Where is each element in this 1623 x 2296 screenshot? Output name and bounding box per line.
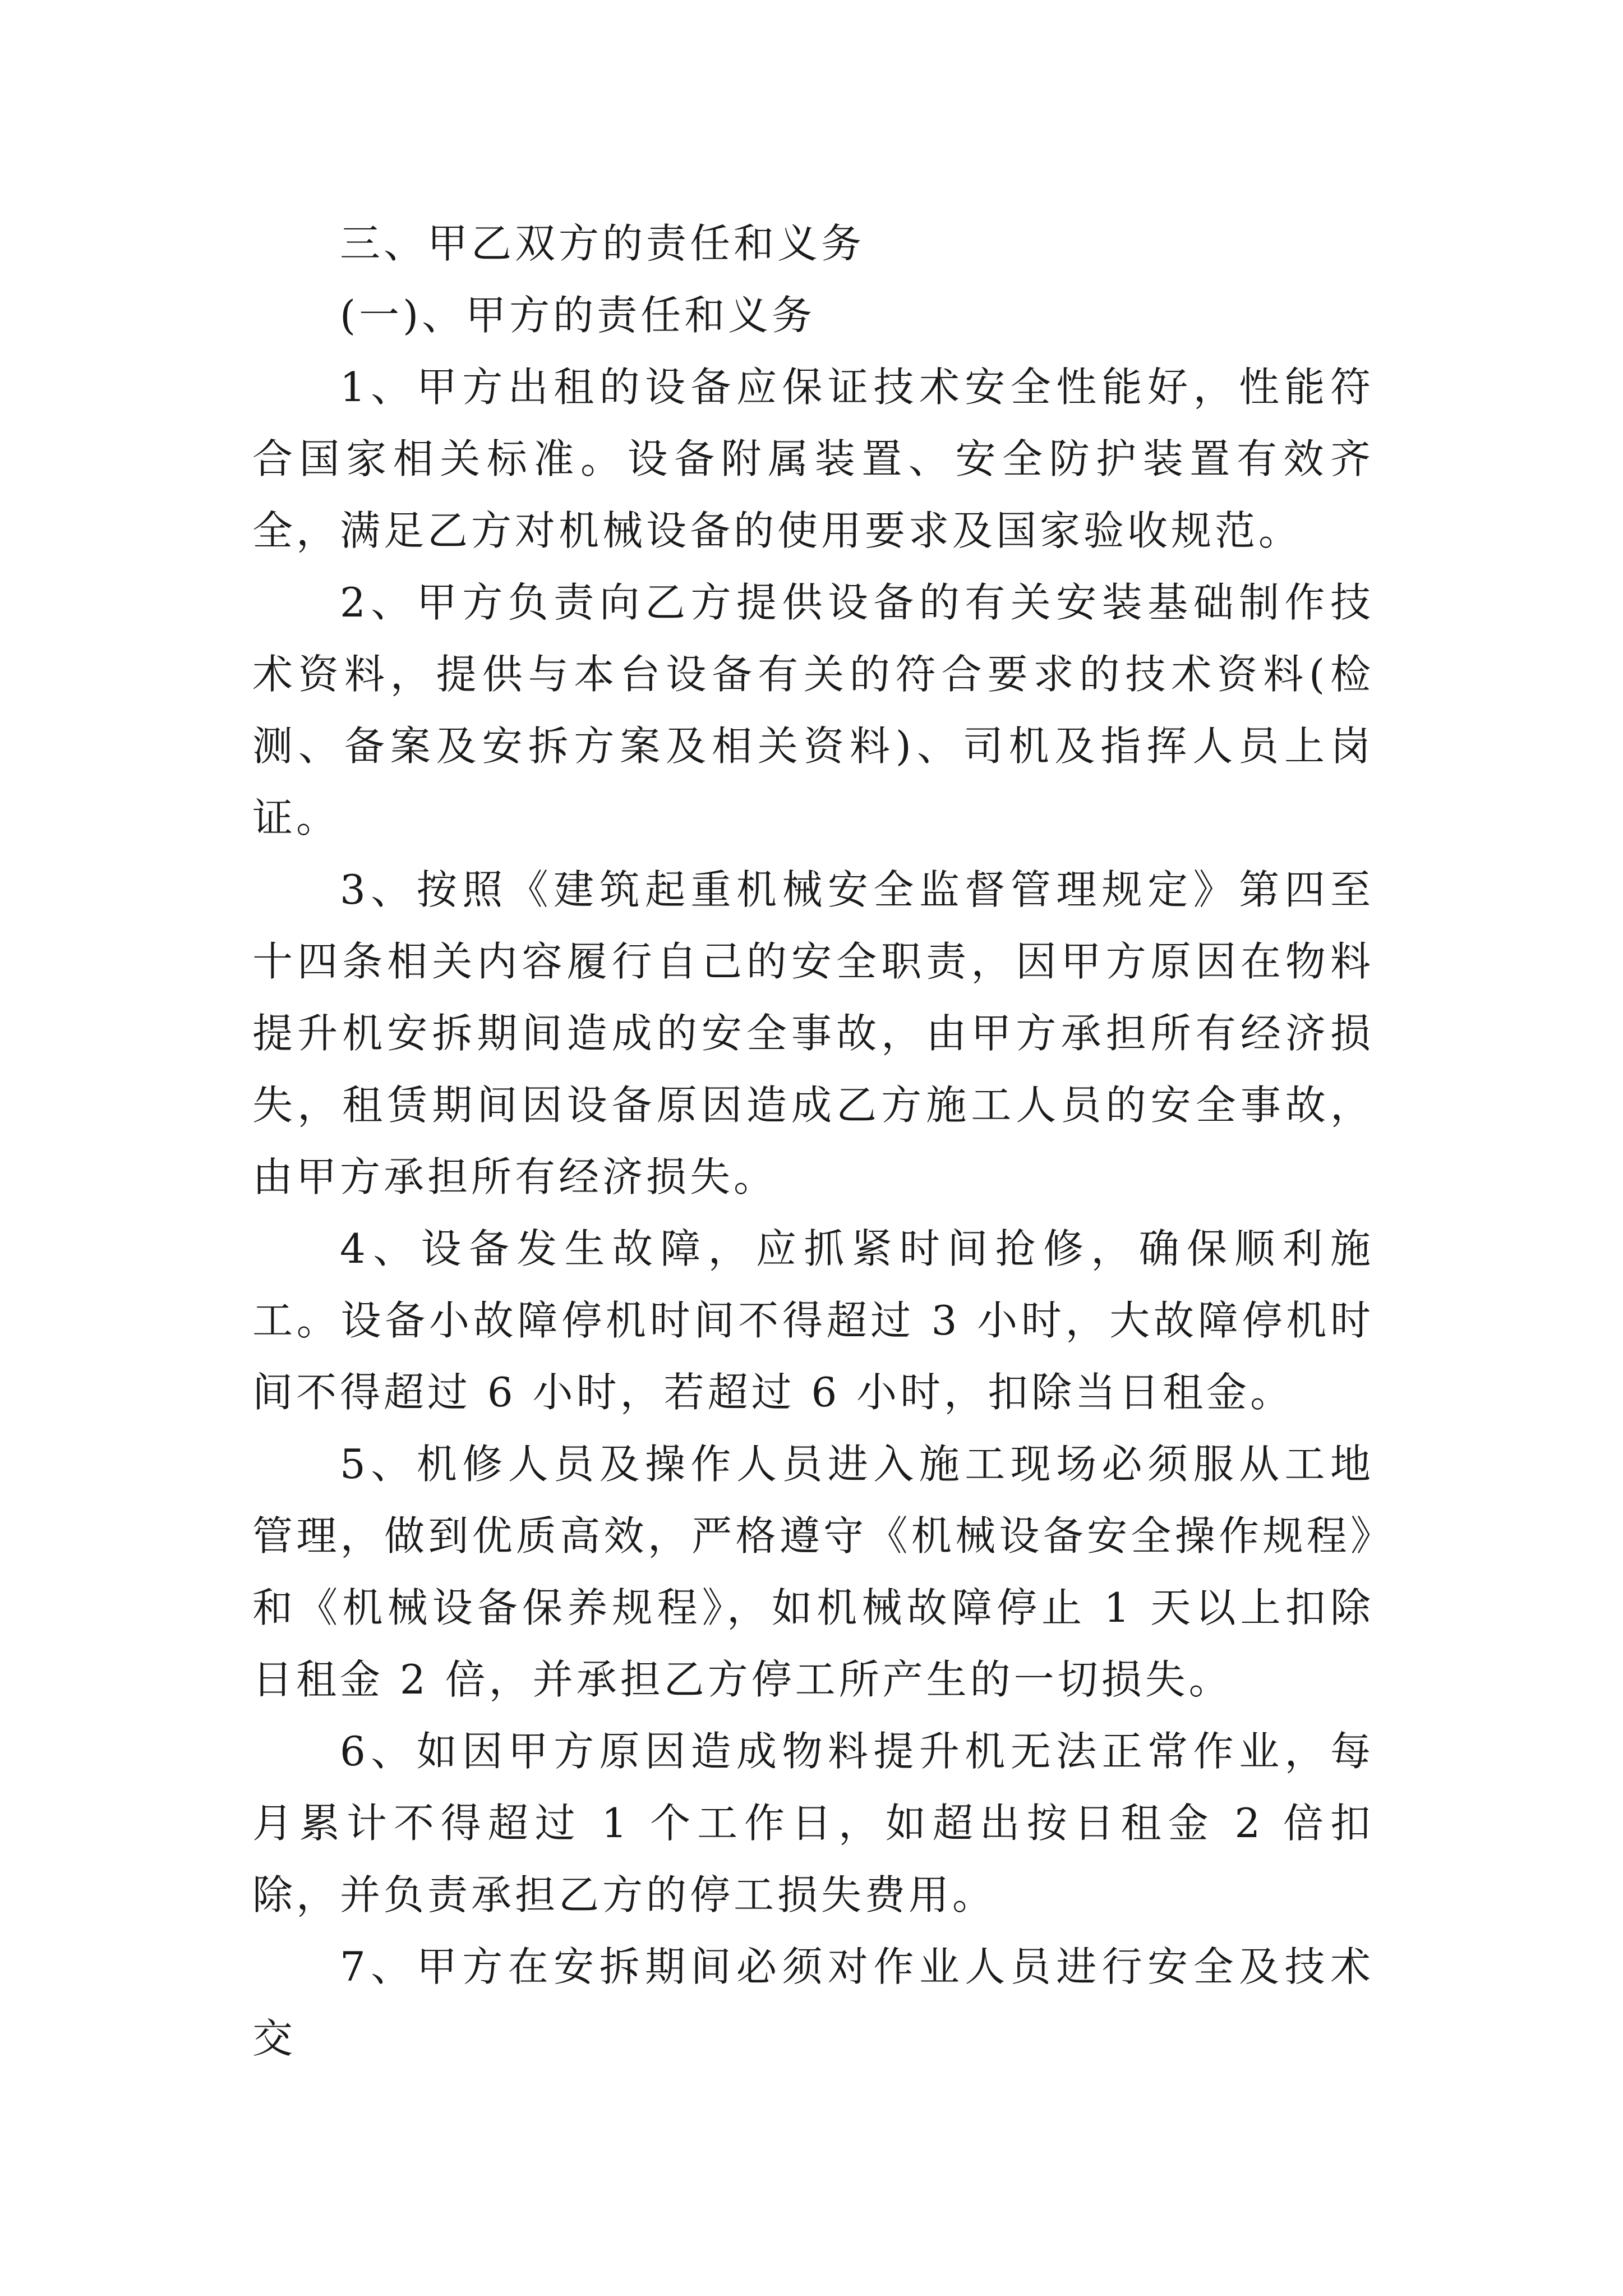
- clause-6: 6、如因甲方原因造成物料提升机无法正常作业，每月累计不得超过 1 个工作日，如超出按日租金 2 倍扣除，并负责承担乙方的停工损失费用。: [252, 1728, 1374, 1918]
- clause-4: 4、设备发生故障，应抓紧时间抢修，确保顺利施工。设备小故障停机时间不得超过 3 小时，大故障停机时间不得超过 6 小时，若超过 6 小时，扣除当日租金。: [252, 1225, 1374, 1416]
- clause-3: 3、按照《建筑起重机械安全监督管理规定》第四至十四条相关内容履行自己的安全职责，因甲方原因在物料提升机安拆期间造成的安全事故，由甲方承担所有经济损失，租赁期间因设备原因造成乙方施工人员的安全事故，由甲方承担所有经济损失。: [252, 866, 1374, 1200]
- clause-7: 7、甲方在安拆期间必须对作业人员进行安全及技术交: [252, 1943, 1374, 2062]
- clause-2: 2、甲方负责向乙方提供设备的有关安装基础制作技术资料，提供与本台设备有关的符合要求的技术资料(检测、备案及安拆方案及相关资料)、司机及指挥人员上岗证。: [252, 579, 1374, 841]
- document-body: [252, 208, 1374, 2074]
- section-heading: 三、甲乙双方的责任和义务: [340, 220, 865, 267]
- clause-1: 1、甲方出租的设备应保证技术安全性能好，性能符合国家相关标准。设备附属装置、安全防护装置有效齐全，满足乙方对机械设备的使用要求及国家验收规范。: [252, 364, 1374, 554]
- subsection-heading: (一)、甲方的责任和义务: [340, 292, 816, 339]
- clause-5: 5、机修人员及操作人员进入施工现场必须服从工地管理，做到优质高效，严格遵守《机械设备安全操作规程》和《机械设备保养规程》，如机械故障停止 1 天以上扣除日租金 2 倍，并承担乙方停工所产生的一切损失。: [252, 1441, 1374, 1703]
